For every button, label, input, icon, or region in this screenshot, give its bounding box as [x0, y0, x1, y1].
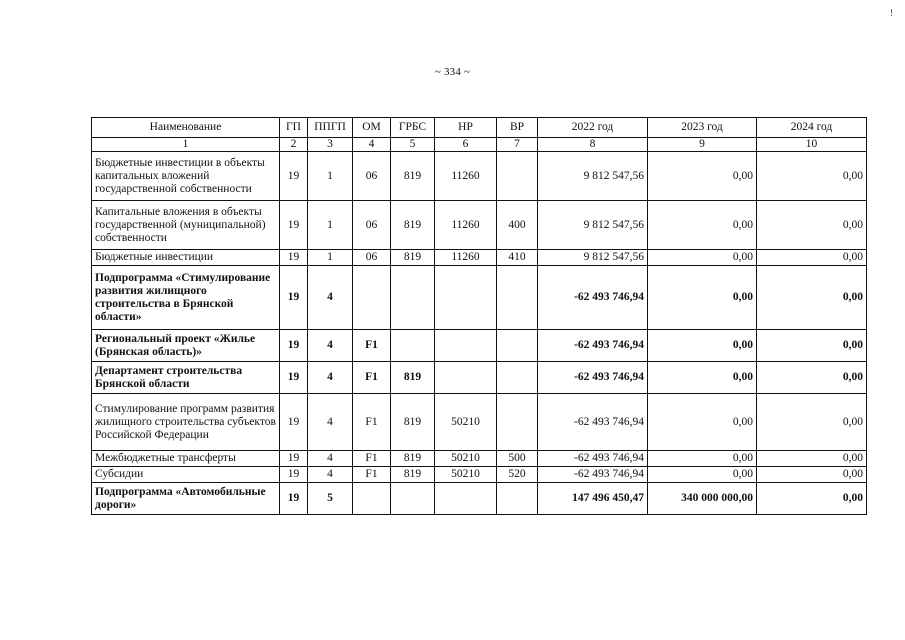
row-name-cell: Бюджетные инвестиции в объекты капитальных вложений государственной собственности [92, 152, 280, 201]
ppgp-cell: 4 [308, 394, 353, 451]
column-number: 7 [497, 138, 538, 152]
vr-cell: 400 [497, 201, 538, 250]
gp-cell: 19 [280, 362, 308, 394]
grbs-cell: 819 [391, 152, 435, 201]
amount-2024-cell: 0,00 [757, 330, 867, 362]
ppgp-cell: 5 [308, 483, 353, 515]
ppgp-cell: 4 [308, 467, 353, 483]
gp-cell: 19 [280, 483, 308, 515]
om-cell: F1 [353, 394, 391, 451]
header-name: Наименование [92, 118, 280, 138]
amount-2024-cell: 0,00 [757, 467, 867, 483]
header-gp: ГП [280, 118, 308, 138]
gp-cell: 19 [280, 467, 308, 483]
om-cell: 06 [353, 201, 391, 250]
vr-cell [497, 266, 538, 330]
amount-2022-cell: -62 493 746,94 [538, 467, 648, 483]
amount-2022-cell: -62 493 746,94 [538, 266, 648, 330]
grbs-cell: 819 [391, 362, 435, 394]
header-vr: ВР [497, 118, 538, 138]
table-row [92, 394, 867, 451]
vr-cell [497, 362, 538, 394]
amount-2023-cell: 0,00 [648, 266, 757, 330]
amount-2022-cell: -62 493 746,94 [538, 394, 648, 451]
amount-2022-cell: 147 496 450,47 [538, 483, 648, 515]
om-cell: F1 [353, 451, 391, 467]
gp-cell: 19 [280, 201, 308, 250]
gp-cell: 19 [280, 330, 308, 362]
row-name-cell: Стимулирование программ развития жилищного строительства субъектов Российской Федерации [92, 394, 280, 451]
grbs-cell: 819 [391, 394, 435, 451]
gp-cell: 19 [280, 250, 308, 266]
nr-cell: 11260 [435, 152, 497, 201]
vr-cell [497, 483, 538, 515]
budget-table [91, 117, 867, 515]
amount-2024-cell: 0,00 [757, 250, 867, 266]
table-row [92, 250, 867, 266]
column-number: 1 [92, 138, 280, 152]
om-cell: F1 [353, 330, 391, 362]
vr-cell: 500 [497, 451, 538, 467]
nr-cell: 11260 [435, 201, 497, 250]
table-row [92, 467, 867, 483]
nr-cell: 50210 [435, 451, 497, 467]
amount-2023-cell: 0,00 [648, 152, 757, 201]
amount-2023-cell: 0,00 [648, 330, 757, 362]
table-row [92, 201, 867, 250]
row-name-cell: Бюджетные инвестиции [92, 250, 280, 266]
grbs-cell: 819 [391, 250, 435, 266]
page-number: ~ 334 ~ [434, 66, 471, 78]
ppgp-cell: 4 [308, 362, 353, 394]
table-row [92, 451, 867, 467]
om-cell: F1 [353, 467, 391, 483]
grbs-cell [391, 330, 435, 362]
nr-cell: 50210 [435, 467, 497, 483]
amount-2023-cell: 0,00 [648, 201, 757, 250]
header-year-2024: 2024 год [757, 118, 867, 138]
ppgp-cell: 1 [308, 201, 353, 250]
column-number: 5 [391, 138, 435, 152]
grbs-cell: 819 [391, 451, 435, 467]
amount-2022-cell: 9 812 547,56 [538, 250, 648, 266]
amount-2023-cell: 0,00 [648, 451, 757, 467]
amount-2023-cell: 0,00 [648, 362, 757, 394]
grbs-cell [391, 266, 435, 330]
column-number: 3 [308, 138, 353, 152]
table-row [92, 330, 867, 362]
row-name-cell: Региональный проект «Жилье (Брянская область)» [92, 330, 280, 362]
ppgp-cell: 1 [308, 152, 353, 201]
row-name-cell: Капитальные вложения в объекты государственной (муниципальной) собственности [92, 201, 280, 250]
ppgp-cell: 4 [308, 330, 353, 362]
amount-2022-cell: -62 493 746,94 [538, 362, 648, 394]
amount-2023-cell: 0,00 [648, 394, 757, 451]
amount-2023-cell: 0,00 [648, 467, 757, 483]
om-cell [353, 266, 391, 330]
header-om: ОМ [353, 118, 391, 138]
amount-2022-cell: 9 812 547,56 [538, 152, 648, 201]
amount-2022-cell: 9 812 547,56 [538, 201, 648, 250]
grbs-cell: 819 [391, 467, 435, 483]
row-name-cell: Подпрограмма «Стимулирование развития жилищного строительства в Брянской области» [92, 266, 280, 330]
nr-cell [435, 266, 497, 330]
header-ppgp: ППГП [308, 118, 353, 138]
row-name-cell: Подпрограмма «Автомобильные дороги» [92, 483, 280, 515]
header-year-2022: 2022 год [538, 118, 648, 138]
header-year-2023: 2023 год [648, 118, 757, 138]
vr-cell: 520 [497, 467, 538, 483]
om-cell: F1 [353, 362, 391, 394]
nr-cell [435, 362, 497, 394]
amount-2022-cell: -62 493 746,94 [538, 330, 648, 362]
column-number: 6 [435, 138, 497, 152]
om-cell [353, 483, 391, 515]
table-body [92, 152, 867, 515]
om-cell: 06 [353, 152, 391, 201]
amount-2024-cell: 0,00 [757, 394, 867, 451]
column-number: 8 [538, 138, 648, 152]
gp-cell: 19 [280, 394, 308, 451]
column-number: 4 [353, 138, 391, 152]
ppgp-cell: 4 [308, 451, 353, 467]
amount-2023-cell: 0,00 [648, 250, 757, 266]
amount-2024-cell: 0,00 [757, 362, 867, 394]
amount-2024-cell: 0,00 [757, 201, 867, 250]
corner-mark: ! [890, 8, 893, 18]
column-number-row [92, 138, 867, 152]
table-header-row [92, 118, 867, 138]
amount-2022-cell: -62 493 746,94 [538, 451, 648, 467]
grbs-cell [391, 483, 435, 515]
vr-cell [497, 394, 538, 451]
table-row [92, 266, 867, 330]
amount-2024-cell: 0,00 [757, 266, 867, 330]
nr-cell [435, 483, 497, 515]
row-name-cell: Субсидии [92, 467, 280, 483]
vr-cell: 410 [497, 250, 538, 266]
header-grbs: ГРБС [391, 118, 435, 138]
column-number: 2 [280, 138, 308, 152]
amount-2024-cell: 0,00 [757, 483, 867, 515]
om-cell: 06 [353, 250, 391, 266]
amount-2024-cell: 0,00 [757, 451, 867, 467]
ppgp-cell: 4 [308, 266, 353, 330]
ppgp-cell: 1 [308, 250, 353, 266]
table-row [92, 362, 867, 394]
amount-2023-cell: 340 000 000,00 [648, 483, 757, 515]
gp-cell: 19 [280, 152, 308, 201]
nr-cell: 11260 [435, 250, 497, 266]
row-name-cell: Межбюджетные трансферты [92, 451, 280, 467]
gp-cell: 19 [280, 266, 308, 330]
nr-cell [435, 330, 497, 362]
row-name-cell: Департамент строительства Брянской области [92, 362, 280, 394]
column-number: 9 [648, 138, 757, 152]
vr-cell [497, 152, 538, 201]
gp-cell: 19 [280, 451, 308, 467]
table-row [92, 483, 867, 515]
column-number: 10 [757, 138, 867, 152]
amount-2024-cell: 0,00 [757, 152, 867, 201]
grbs-cell: 819 [391, 201, 435, 250]
header-nr: НР [435, 118, 497, 138]
vr-cell [497, 330, 538, 362]
nr-cell: 50210 [435, 394, 497, 451]
table-row [92, 152, 867, 201]
